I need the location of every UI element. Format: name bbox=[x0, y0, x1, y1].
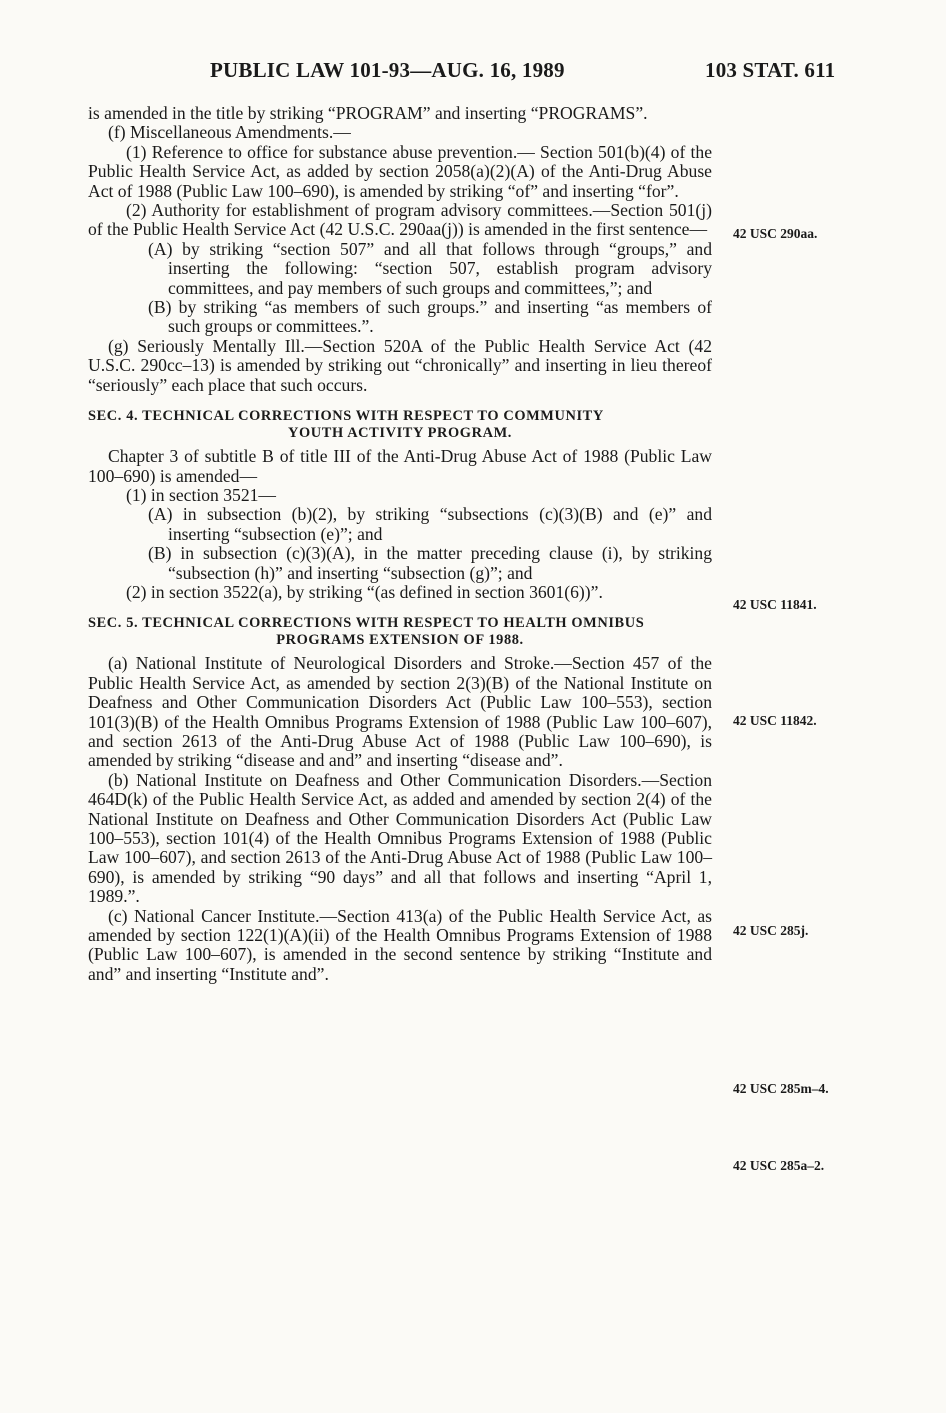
running-header-title: PUBLIC LAW 101-93—AUG. 16, 1989 bbox=[210, 58, 565, 82]
section-5-heading-line2: PROGRAMS EXTENSION OF 1988. bbox=[276, 632, 524, 649]
margin-note-11842: 42 USC 11842. bbox=[733, 713, 817, 728]
section-5-heading bbox=[88, 615, 712, 649]
subsection-g: (g) Seriously Mentally Ill.—Section 520A of the Public Health Service Act (42 U.S.C. 290cc–13) is amended by striking out “chronically” and inserting in lieu thereof “seriously” each place that such occurs. bbox=[88, 335, 712, 395]
running-header-stat-page: 103 STAT. 611 bbox=[705, 58, 836, 82]
section-5-subsection-c: (c) National Cancer Institute.—Section 413(a) of the Public Health Service Act, as amended by section 122(1)(A)(ii) of the Health Omnibus Programs Extension of 1988 (Public Law 100–607), is amended in the second sentence by striking “Institute and and” and inserting “Institute and”. bbox=[88, 905, 712, 984]
margin-note-290aa: 42 USC 290aa. bbox=[733, 226, 818, 241]
section-4-clause-1a: (A) in subsection (b)(2), by striking “subsections (c)(3)(B) and (e)” and inserting “subsection (e)”; and bbox=[148, 504, 712, 544]
section-5-subsection-a: (a) National Institute of Neurological Disorders and Stroke.—Section 457 of the Public Health Service Act, as amended by section 2(3)(B) of the National Institute on Deafness and Other Communication Disorders Act (Public Law 100–553), section 101(3)(B) of the Health Omnibus Programs Extension of 1988 (Public Law 100–607), and section 2613 of the Anti-Drug Abuse Act of 1988 (Public Law 100–690), is amended by striking “disease and and” and inserting “disease and”. bbox=[88, 653, 712, 771]
margin-note-285a-2: 42 USC 285a–2. bbox=[733, 1158, 825, 1173]
section-4-para-1: (1) in section 3521— bbox=[126, 484, 277, 505]
clause-f2-a: (A) by striking “section 507” and all that follows through “groups,” and inserting the following: “section 507, establish program advisory committees, and pay members of such groups and committees,”; and bbox=[148, 238, 712, 298]
section-4-heading-line1: SEC. 4. TECHNICAL CORRECTIONS WITH RESPECT TO COMMUNITY bbox=[88, 408, 604, 425]
paragraph-f1: (1) Reference to office for substance abuse prevention.— Section 501(b)(4) of the Public Health Service Act, as added by section 2058(a)(2)(A) of the Anti-Drug Abuse Act of 1988 (Public Law 100–690), is amended by striking “of” and inserting “for”. bbox=[88, 141, 712, 201]
statute-body bbox=[88, 104, 712, 984]
margin-note-285j: 42 USC 285j. bbox=[733, 923, 809, 938]
section-4-para-2: (2) in section 3522(a), by striking “(as defined in section 3601(6))”. bbox=[126, 581, 603, 602]
section-4-heading bbox=[88, 408, 712, 442]
section-5-heading-line1: SEC. 5. TECHNICAL CORRECTIONS WITH RESPECT TO HEALTH OMNIBUS bbox=[88, 615, 645, 632]
paragraph-continuation: is amended in the title by striking “PROGRAM” and inserting “PROGRAMS”. bbox=[88, 103, 648, 123]
clause-f2-b: (B) by striking “as members of such groups.” and inserting “as members of such groups or committees.”. bbox=[148, 297, 712, 337]
paragraph-f2: (2) Authority for establishment of program advisory committees.—Section 501(j) of the Public Health Service Act (42 U.S.C. 290aa(j)) is amended in the first sentence— bbox=[88, 200, 712, 240]
margin-note-11841: 42 USC 11841. bbox=[733, 597, 817, 612]
section-4-heading-line2: YOUTH ACTIVITY PROGRAM. bbox=[288, 425, 512, 442]
section-5-subsection-b: (b) National Institute on Deafness and Other Communication Disorders.—Section 464D(k) of the Public Health Service Act, as added and amended by section 2(4) of the National Institute on Deafness and Other Communication Disorders Act (Public Law 100–553), section 101(4) of the Health Omnibus Programs Extension of 1988 (Public Law 100–607), and section 2613 of the Anti-Drug Abuse Act of 1988 (Public Law 100–690), is amended by striking “90 days” and all that follows and inserting “April 1, 1989.”. bbox=[88, 769, 712, 907]
section-4-intro: Chapter 3 of subtitle B of title III of the Anti-Drug Abuse Act of 1988 (Public Law 100–690) is amended— bbox=[88, 446, 712, 486]
margin-note-285m-4: 42 USC 285m–4. bbox=[733, 1081, 829, 1096]
section-4-clause-1b: (B) in subsection (c)(3)(A), in the matter preceding clause (i), by striking “subsection (h)” and inserting “subsection (g)”; and bbox=[148, 543, 712, 583]
subsection-f-heading: (f) Miscellaneous Amendments.— bbox=[108, 122, 351, 143]
